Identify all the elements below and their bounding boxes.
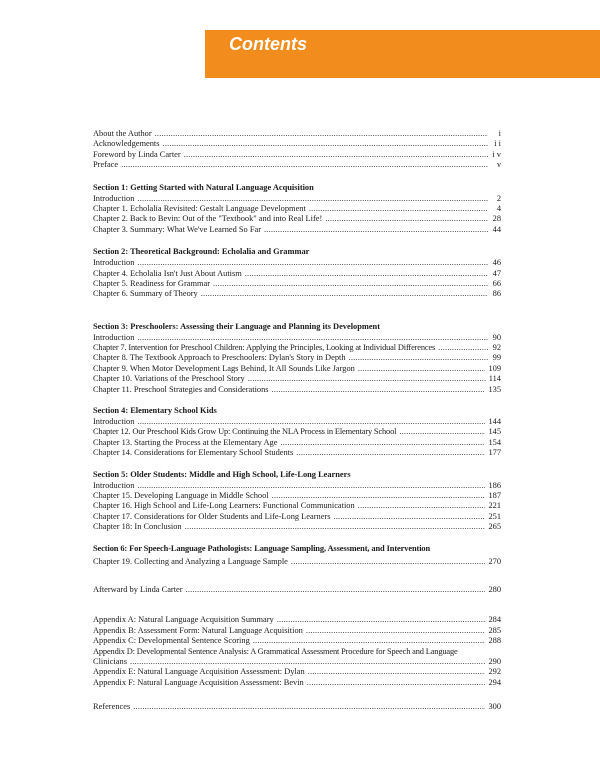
table-of-contents — [93, 129, 501, 712]
page-number: 290 — [488, 656, 501, 666]
toc-entry[interactable]: Foreword by Linda Carter ..... i v — [93, 150, 501, 160]
page-number: 265 — [488, 522, 501, 532]
page-number: 90 — [492, 332, 501, 342]
toc-entry[interactable]: Chapter 7. Intervention for Preschool Children: Applying the Principles, Looking at Individual Differences ..... 92 — [93, 343, 501, 353]
page-number: 86 — [492, 289, 501, 299]
section-heading: Section 6: For Speech-Language Pathologists: Language Sampling, Assessment, and Intervention — [93, 543, 431, 553]
section-1 — [93, 182, 501, 236]
toc-entry[interactable]: Chapter 1. Echolalia Revisited: Gestalt Language Development ..... 4 — [93, 204, 501, 214]
section-heading: Section 3: Preschoolers: Assessing their Language and Planning its Development — [93, 321, 381, 331]
section-2 — [93, 246, 501, 300]
toc-entry[interactable]: Clinicians ..... 290 — [93, 657, 501, 667]
page-number: 92 — [492, 343, 501, 353]
page-number: 300 — [488, 702, 501, 712]
page-number: 44 — [492, 224, 501, 234]
appendices — [93, 615, 501, 688]
page-number: 177 — [488, 448, 501, 458]
section-3 — [93, 321, 501, 395]
page-number: 144 — [488, 417, 501, 427]
page-number: i v — [492, 149, 501, 159]
toc-entry[interactable]: Chapter 19. Collecting and Analyzing a Language Sample ..... 270 — [93, 557, 501, 567]
toc-entry[interactable]: Chapter 5. Readiness for Grammar ..... 66 — [93, 279, 501, 289]
page-number: 2 — [496, 193, 501, 203]
toc-entry[interactable]: Appendix F: Natural Language Acquisition Assessment: Bevin ..... 294 — [93, 678, 501, 688]
toc-entry[interactable]: Introduction ..... 2 — [93, 194, 501, 204]
page-number: 47 — [492, 268, 501, 278]
page-number: 288 — [488, 636, 501, 646]
page-number: 285 — [488, 625, 501, 635]
page-number: 135 — [488, 384, 501, 394]
page-title: Contents — [229, 34, 307, 54]
page-number: 46 — [492, 258, 501, 268]
section-heading: Section 4: Elementary School Kids — [93, 406, 217, 416]
page-number: 221 — [488, 501, 501, 511]
page-number: 154 — [488, 437, 501, 447]
section-5 — [93, 469, 501, 533]
page-number: 294 — [488, 677, 501, 687]
page-number: 145 — [488, 427, 501, 437]
toc-entry[interactable]: Chapter 6. Summary of Theory ..... 86 — [93, 289, 501, 299]
page-number: 251 — [488, 511, 501, 521]
page-number: 4 — [496, 203, 501, 213]
toc-entry[interactable]: Chapter 18: In Conclusion ..... 265 — [93, 522, 501, 532]
toc-entry[interactable]: About the Author ..... i — [93, 129, 501, 139]
toc-entry[interactable]: Chapter 2. Back to Bevin: Out of the "Textbook" and into Real Life! ..... 28 — [93, 214, 501, 224]
page-number: 292 — [488, 667, 501, 677]
page-number: 187 — [488, 490, 501, 500]
section-6 — [93, 543, 501, 567]
page-number: v — [496, 160, 501, 170]
toc-entry[interactable]: Chapter 8. The Textbook Approach to Preschoolers: Dylan's Story in Depth ..... 99 — [93, 353, 501, 363]
page-number: 99 — [492, 353, 501, 363]
page-number: 284 — [488, 615, 501, 625]
toc-entry-appendix-d-line1[interactable]: Appendix D: Developmental Sentence Analysis: A Grammatical Assessment Procedure for Speech and Language — [93, 646, 458, 656]
toc-entry[interactable]: Introduction ..... 46 — [93, 258, 501, 268]
page-number: 28 — [492, 214, 501, 224]
toc-entry[interactable]: Introduction ..... 90 — [93, 333, 501, 343]
toc-entry[interactable]: Chapter 4. Echolalia Isn't Just About Autism ..... 47 — [93, 269, 501, 279]
toc-entry[interactable]: Appendix C: Developmental Sentence Scoring ..... 288 — [93, 636, 501, 646]
toc-entry[interactable]: Chapter 14. Considerations for Elementary School Students ..... 177 — [93, 448, 501, 458]
toc-entry[interactable]: Chapter 10. Variations of the Preschool Story ..... 114 — [93, 374, 501, 384]
header-banner — [205, 30, 600, 78]
page-number: i i — [494, 139, 501, 149]
page-number: 109 — [488, 363, 501, 373]
page-number: 186 — [488, 480, 501, 490]
toc-entry[interactable]: Preface ..... v — [93, 160, 501, 170]
toc-entry[interactable]: Chapter 11. Preschool Strategies and Considerations ..... 135 — [93, 385, 501, 395]
section-heading: Section 1: Getting Started with Natural Language Acquisition — [93, 182, 314, 192]
section-heading: Section 5: Older Students: Middle and High School, Life-Long Learners — [93, 469, 351, 479]
toc-entry[interactable]: Chapter 12. Our Preschool Kids Grow Up: Continuing the NLA Process in Elementary School ..... 145 — [93, 427, 501, 437]
toc-entry-references[interactable]: References ..... 300 — [93, 702, 501, 712]
toc-entry[interactable]: Introduction ..... 186 — [93, 481, 501, 491]
page-number: 114 — [488, 374, 501, 384]
toc-entry[interactable]: Appendix A: Natural Language Acquisition Summary ..... 284 — [93, 615, 501, 625]
toc-entry[interactable]: Appendix B: Assessment Form: Natural Language Acquisition ..... 285 — [93, 626, 501, 636]
section-4 — [93, 405, 501, 459]
toc-entry[interactable]: Acknowledgements ..... i i — [93, 139, 501, 149]
toc-entry[interactable]: Chapter 17. Considerations for Older Students and Life-Long Learners ..... 251 — [93, 512, 501, 522]
page-number: 270 — [488, 556, 501, 566]
page-number: 280 — [488, 584, 501, 594]
toc-entry[interactable]: Chapter 15. Developing Language in Middle School ..... 187 — [93, 491, 501, 501]
toc-entry-afterword[interactable]: Afterward by Linda Carter ..... 280 — [93, 585, 501, 595]
front-matter — [93, 129, 501, 171]
page-number: i — [498, 129, 501, 138]
toc-entry[interactable]: Appendix E: Natural Language Acquisition Assessment: Dylan ..... 292 — [93, 667, 501, 677]
toc-entry[interactable]: Introduction ..... 144 — [93, 417, 501, 427]
toc-entry[interactable]: Chapter 3. Summary: What We've Learned So Far ..... 44 — [93, 225, 501, 235]
page-number: 66 — [492, 278, 501, 288]
toc-entry[interactable]: Chapter 9. When Motor Development Lags Behind, It All Sounds Like Jargon ..... 109 — [93, 364, 501, 374]
toc-entry[interactable]: Chapter 16. High School and Life-Long Learners: Functional Communication ..... 221 — [93, 501, 501, 511]
toc-entry[interactable]: Chapter 13. Starting the Process at the Elementary Age ..... 154 — [93, 438, 501, 448]
section-heading: Section 2: Theoretical Background: Echolalia and Grammar — [93, 247, 310, 257]
